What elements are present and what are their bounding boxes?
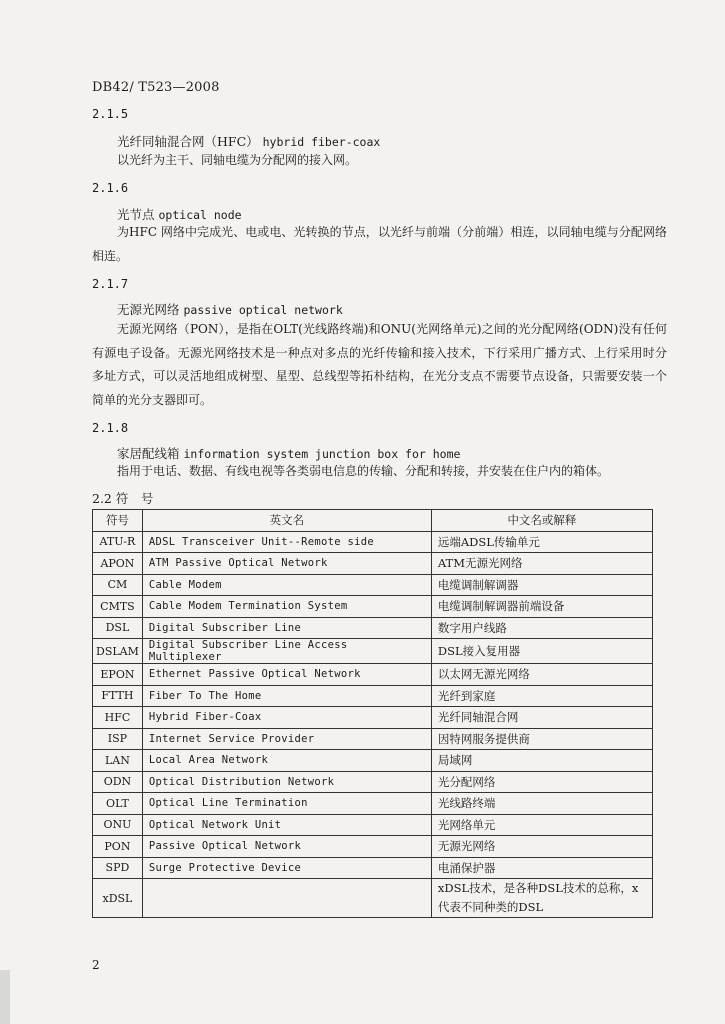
cell-chinese-name: 数字用户线路 (431, 617, 652, 639)
cell-symbol: ISP (93, 728, 143, 750)
cell-symbol: SPD (93, 857, 143, 879)
cell-english-name: Optical Line Termination (142, 793, 431, 815)
cell-english-name (142, 879, 431, 918)
cell-chinese-name: 以太网无源光网络 (431, 664, 652, 686)
cell-symbol: LAN (93, 750, 143, 772)
term-definition: 无源光网络（PON），是指在OLT(光线路终端)和ONU(光网络单元)之间的光分配网络(ODN)没有任何有源电子设备。无源光网络技术是一种点对多点的光纤传输和接入技术，下行采用广播方式、上行采用时分多址方式，可以灵活地组成树型、星型、总线型等拓朴结构，在光分支点不需要节点设备，只需要安装一个简单的光分支器即可。 (92, 322, 667, 407)
cell-english-name: ATM Passive Optical Network (142, 553, 431, 575)
table-row (93, 574, 653, 596)
cell-english-name: Optical Distribution Network (142, 771, 431, 793)
section-number: 2.1.6 (92, 181, 129, 195)
term-en: information system junction box for home (183, 447, 461, 461)
section-number: 2.1.5 (92, 107, 129, 121)
table-row (93, 639, 653, 664)
cell-symbol: CM (93, 574, 143, 596)
standard-code-header: DB42/ T523—2008 (92, 80, 220, 95)
cell-symbol: DSLAM (93, 639, 143, 664)
cell-symbol: FTTH (93, 685, 143, 707)
cell-english-name: Optical Network Unit (142, 814, 431, 836)
cell-chinese-name: 光网络单元 (431, 814, 652, 836)
cell-chinese-name: 光线路终端 (431, 793, 652, 815)
table-row (93, 814, 653, 836)
term-definition: 指用于电话、数据、有线电视等各类弱电信息的传输、分配和转接，并安装在住户内的箱体。 (117, 464, 610, 478)
table-row (93, 596, 653, 618)
cell-chinese-name: 无源光网络 (431, 836, 652, 858)
cell-symbol: ODN (93, 771, 143, 793)
cell-english-name: Ethernet Passive Optical Network (142, 664, 431, 686)
table-row (93, 728, 653, 750)
cell-symbol: CMTS (93, 596, 143, 618)
term-definition: 为HFC 网络中完成光、电或电、光转换的节点，以光纤与前端（分前端）相连，以同轴电缆与分配网络相连。 (92, 225, 667, 263)
cell-english-name: Local Area Network (142, 750, 431, 772)
cell-chinese-name: 光纤到家庭 (431, 685, 652, 707)
cell-english-name: Digital Subscriber Line (142, 617, 431, 639)
cell-chinese-name: 电涌保护器 (431, 857, 652, 879)
table-row (93, 879, 653, 918)
cell-chinese-name: xDSL技术，是各种DSL技术的总称，x代表不同种类的DSL (431, 879, 652, 918)
term-zh: 无源光网络 (117, 302, 180, 317)
cell-english-name: ADSL Transceiver Unit--Remote side (142, 531, 431, 553)
term-en: hybrid fiber-coax (262, 135, 381, 149)
table-row (93, 685, 653, 707)
cell-chinese-name: 电缆调制解调器前端设备 (431, 596, 652, 618)
cell-chinese-name: 远端ADSL传输单元 (431, 531, 652, 553)
cell-symbol: APON (93, 553, 143, 575)
cell-chinese-name: 光分配网络 (431, 771, 652, 793)
cell-symbol: DSL (93, 617, 143, 639)
cell-chinese-name: 电缆调制解调器 (431, 574, 652, 596)
table-row (93, 707, 653, 729)
term-zh: 光节点 (117, 207, 155, 222)
cell-symbol: EPON (93, 664, 143, 686)
cell-symbol: xDSL (93, 879, 143, 918)
table-row (93, 836, 653, 858)
cell-english-name: Surge Protective Device (142, 857, 431, 879)
term-title (117, 132, 687, 150)
cell-english-name: Cable Modem Termination System (142, 596, 431, 618)
cell-english-name: Passive Optical Network (142, 836, 431, 858)
table-row (93, 771, 653, 793)
cell-chinese-name: DSL接入复用器 (431, 639, 652, 664)
cell-symbol: OLT (93, 793, 143, 815)
cell-chinese-name: 光纤同轴混合网 (431, 707, 652, 729)
term-title (117, 300, 687, 318)
cell-english-name: Fiber To The Home (142, 685, 431, 707)
cell-english-name: Hybrid Fiber-Coax (142, 707, 431, 729)
symbols-table (92, 509, 653, 918)
term-zh: 家居配线箱 (117, 446, 180, 461)
symbols-heading: 2.2 符 号 (92, 491, 154, 506)
table-row (93, 750, 653, 772)
cell-chinese-name: 因特网服务提供商 (431, 728, 652, 750)
table-row (93, 664, 653, 686)
cell-symbol: HFC (93, 707, 143, 729)
term-en: optical node (158, 208, 242, 222)
header-symbol: 符号 (93, 510, 143, 532)
table-row (93, 857, 653, 879)
header-chinese-name: 中文名或解释 (431, 510, 652, 532)
table-row (93, 617, 653, 639)
header-english-name: 英文名 (142, 510, 431, 532)
table-row (93, 793, 653, 815)
cell-english-name: Cable Modem (142, 574, 431, 596)
scan-edge-shadow (0, 970, 10, 1024)
table-row (93, 531, 653, 553)
table-row (93, 553, 653, 575)
cell-symbol: ATU-R (93, 531, 143, 553)
cell-symbol: PON (93, 836, 143, 858)
cell-english-name: Digital Subscriber Line Access Multiplexer (142, 639, 431, 664)
section-number: 2.1.8 (92, 421, 129, 435)
table-header-row (93, 510, 653, 532)
term-zh: 光纤同轴混合网（HFC） (117, 134, 259, 149)
term-en: passive optical network (183, 303, 343, 317)
cell-chinese-name: 局域网 (431, 750, 652, 772)
cell-english-name: Internet Service Provider (142, 728, 431, 750)
cell-chinese-name: ATM无源光网络 (431, 553, 652, 575)
term-definition: 以光纤为主干、同轴电缆为分配网的接入网。 (117, 153, 358, 167)
cell-symbol: ONU (93, 814, 143, 836)
page-number: 2 (92, 958, 100, 972)
section-number: 2.1.7 (92, 277, 129, 291)
